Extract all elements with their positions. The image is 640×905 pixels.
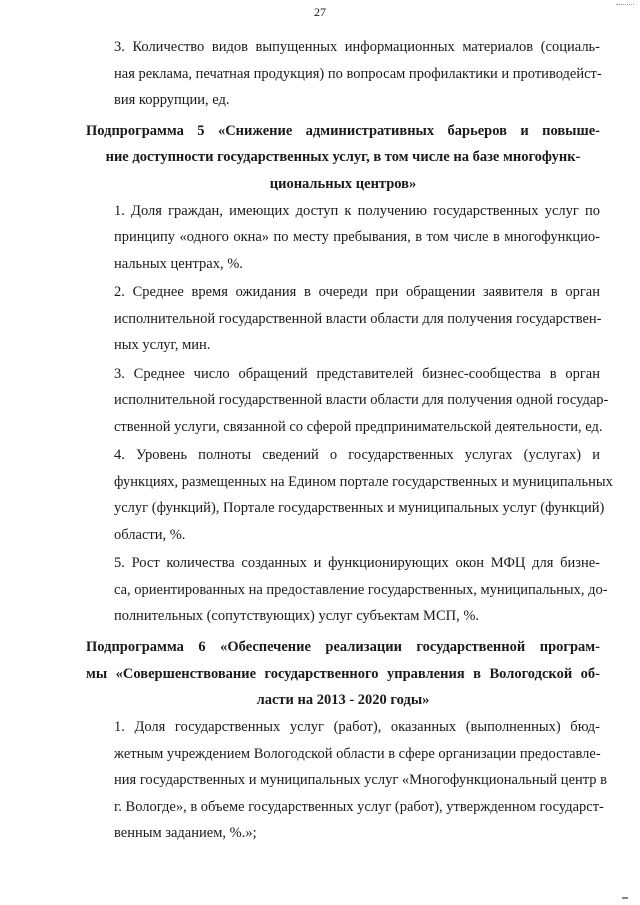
page-number: 27 — [314, 5, 326, 19]
text-line: исполнительной государственной власти области для получения одной государ- — [114, 392, 609, 409]
text-line: 3. Среднее число обращений представителей бизнес-сообщества в орган — [114, 365, 600, 382]
text-line: услуг (функций), Портале государственных и муниципальных услуг (функций) — [114, 500, 605, 517]
scan-artifact — [622, 897, 628, 899]
text-line: ния государственных и муниципальных услуг «Многофункциональный центр в — [114, 772, 607, 789]
text-line: нальных центрах, %. — [114, 255, 243, 272]
text-line: ная реклама, печатная продукция) по вопросам профилактики и противодейст- — [114, 65, 602, 82]
section-heading — [86, 118, 600, 198]
document-body — [86, 34, 613, 847]
heading-line: ние доступности государственных услуг, в том числе на базе многофунк- — [105, 149, 581, 166]
text-line: вия коррупции, ед. — [114, 92, 230, 108]
heading-line: Подпрограмма 6 «Обеспечение реализации государственной програм- — [86, 638, 600, 655]
text-line: 3. Количество видов выпущенных информационных материалов (социаль- — [114, 39, 600, 55]
text-line: функциях, размещенных на Едином портале государственных и муниципальных — [114, 473, 613, 490]
text-line: г. Вологде», в объеме государственных услуг (работ), утвержденном государст- — [114, 798, 604, 815]
text-line: 1. Доля граждан, имеющих доступ к получению государственных услуг по — [114, 202, 600, 219]
text-line: 5. Рост количества созданных и функционирующих окон МФЦ для бизне- — [114, 555, 600, 572]
heading-line: циональных центров» — [269, 176, 417, 193]
scan-artifact — [616, 0, 634, 5]
heading-line: мы «Совершенствование государственного управления в Вологодской об- — [86, 665, 600, 682]
text-line: исполнительной государственной власти области для получения государствен- — [114, 310, 602, 327]
text-line: принципу «одного окна» по месту пребывания, в том числе в многофункцио- — [114, 229, 600, 246]
list-item — [86, 361, 609, 441]
text-line: области, %. — [114, 526, 186, 543]
list-item — [86, 550, 608, 630]
list-item — [86, 442, 613, 548]
text-line: ственной услуги, связанной со сферой предпринимательской деятельности, ед. — [114, 418, 603, 435]
text-line: 2. Среднее время ожидания в очереди при обращении заявителя в орган — [114, 284, 600, 301]
section-heading — [86, 634, 600, 714]
text-line: 1. Доля государственных услуг (работ), оказанных (выполненных) бюд- — [114, 719, 600, 736]
text-line: полнительных (сопутствующих) услуг субъектам МСП, %. — [114, 608, 480, 625]
heading-line: Подпрограмма 5 «Снижение административных барьеров и повыше- — [86, 122, 600, 139]
list-item — [86, 198, 600, 278]
text-line: са, ориентированных на предоставление государственных, муниципальных, до- — [114, 581, 608, 598]
text-line: жетным учреждением Вологодской области в сфере организации предоставле- — [114, 745, 601, 762]
text-line: ных услуг, мин. — [114, 337, 211, 354]
text-line: 4. Уровень полноты сведений о государственных услугах (услугах) и — [114, 447, 600, 464]
list-item — [86, 714, 607, 847]
text-line: венным заданием, %.»; — [114, 825, 257, 842]
list-item — [86, 34, 600, 114]
heading-line: ласти на 2013 - 2020 годы» — [256, 692, 430, 709]
list-item — [86, 279, 600, 359]
